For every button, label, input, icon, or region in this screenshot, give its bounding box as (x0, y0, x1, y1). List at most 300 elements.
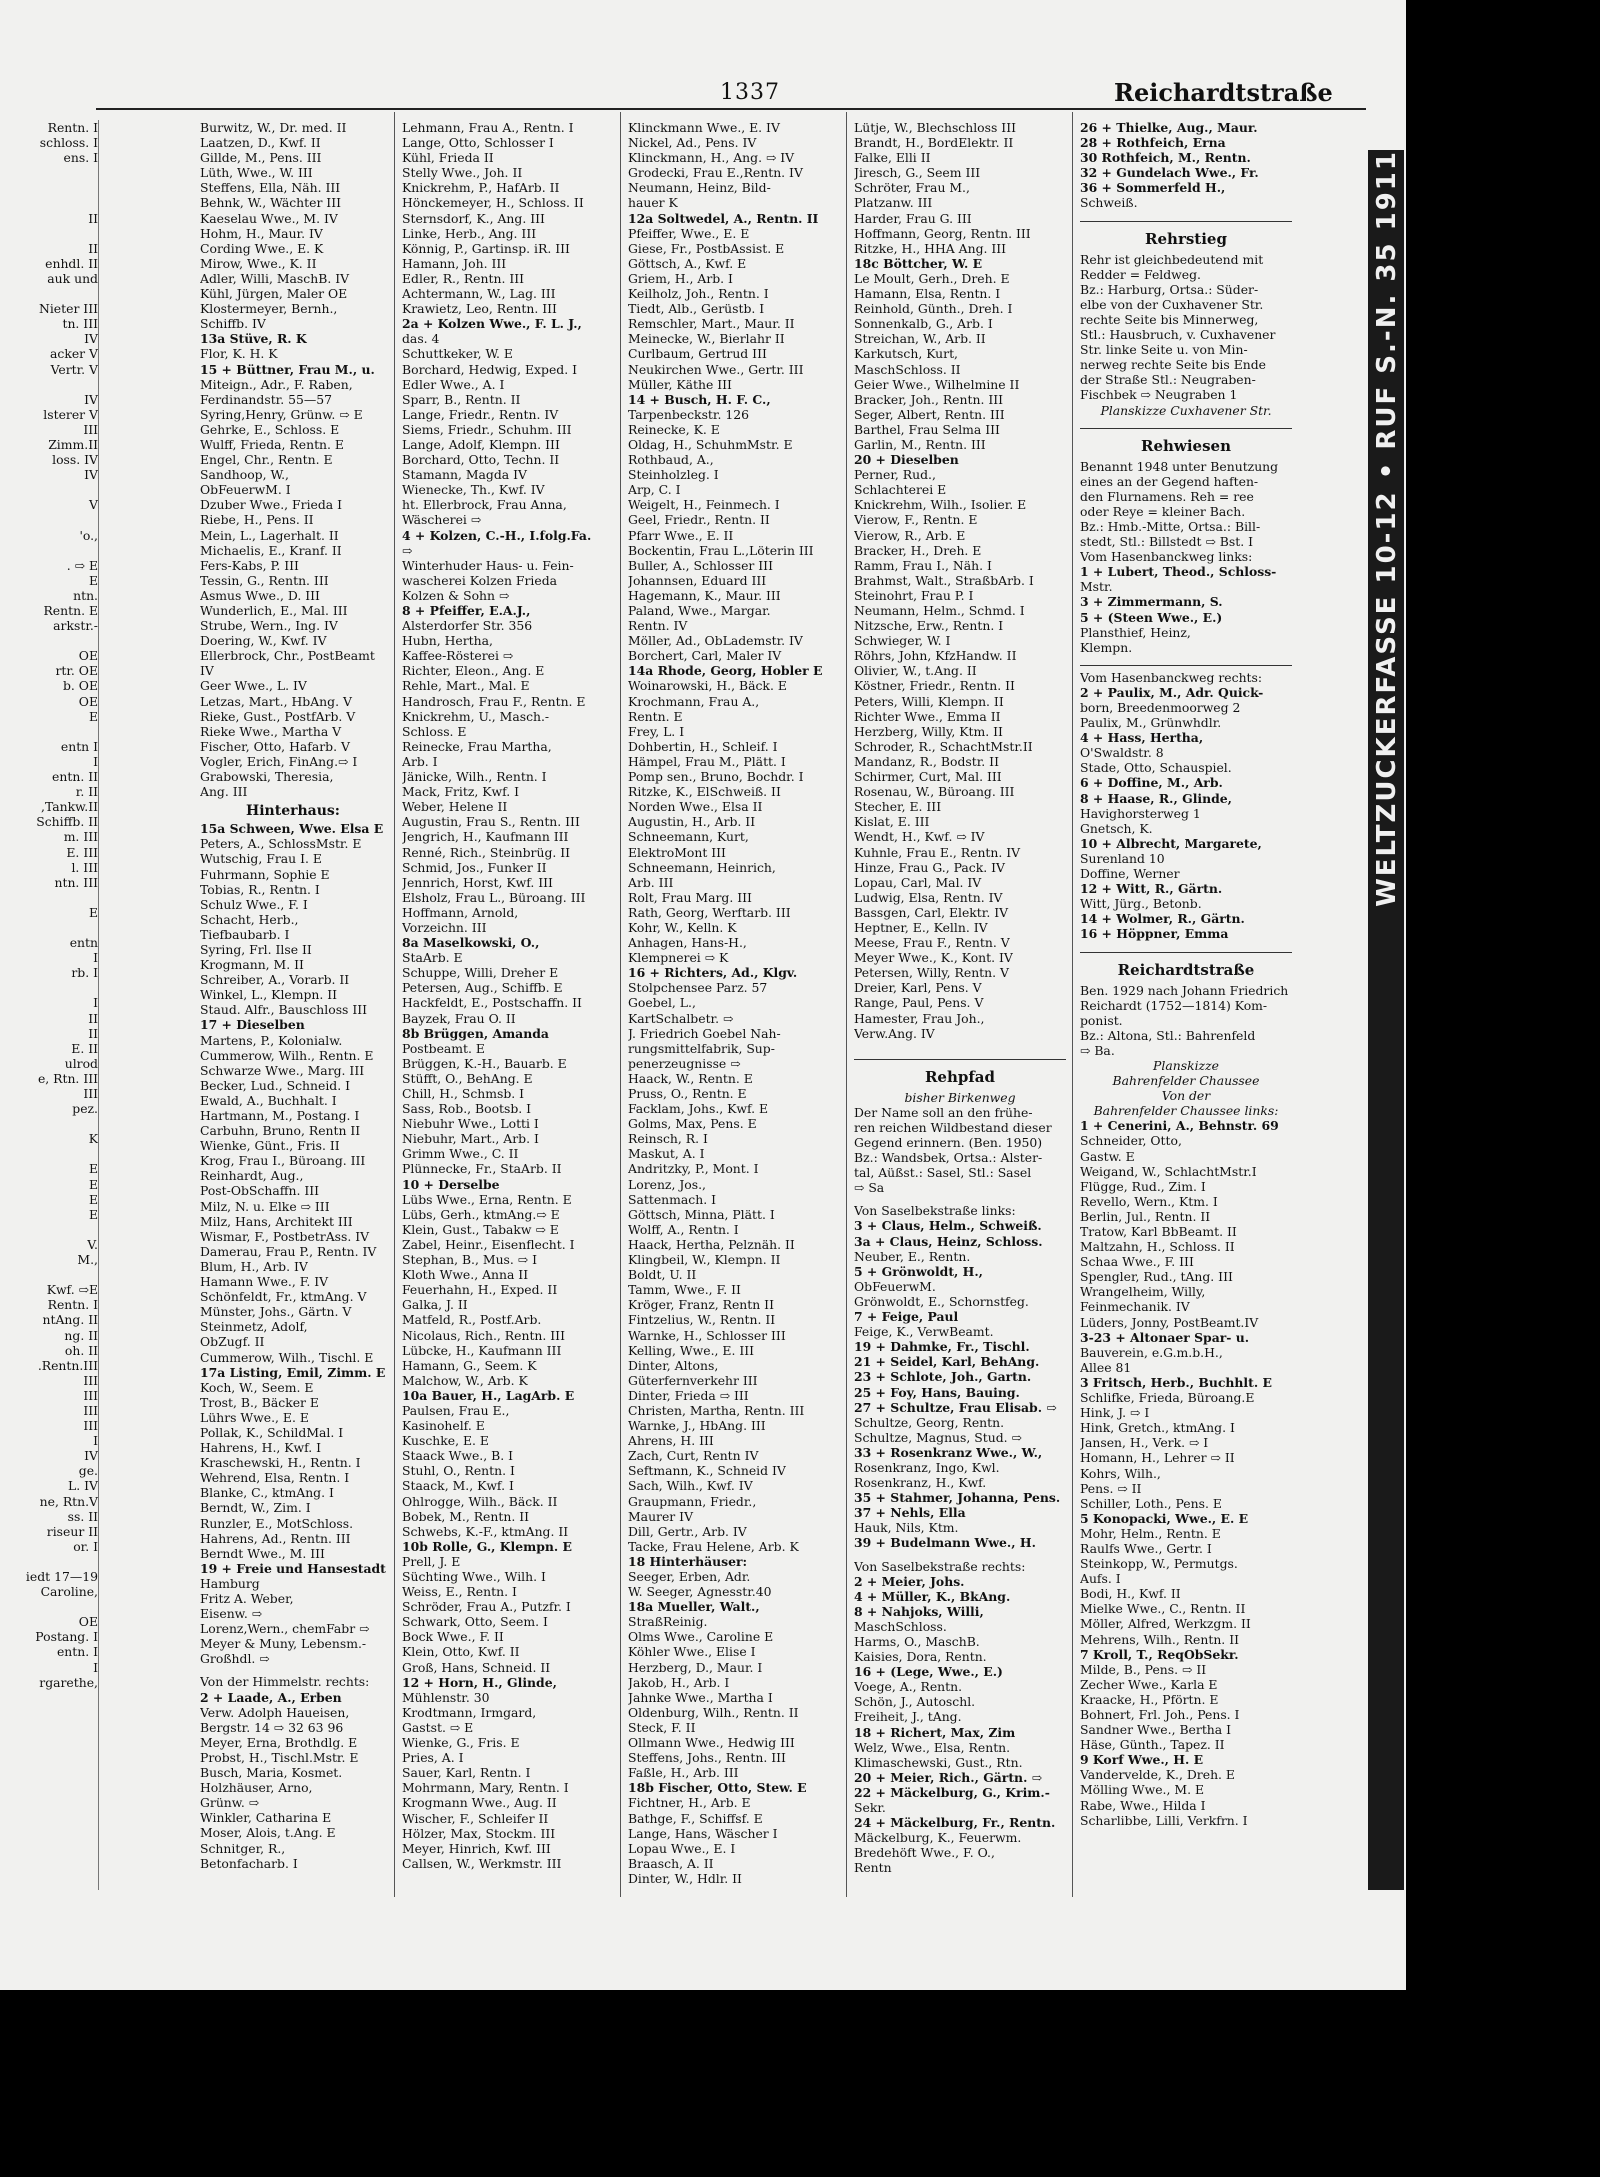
house-entry: 16 + (Lege, Wwe., E.) (854, 1664, 1003, 1680)
resident-entry: Dinter, Frieda ⇨ III (628, 1387, 749, 1403)
resident-entry: Rolt, Frau Marg. III (628, 889, 752, 905)
resident-entry: Staud. Alfr., Bauschloss III (200, 1002, 368, 1018)
left-strip-line: acker V (50, 346, 98, 362)
resident-entry: Linke, Herb., Ang. III (402, 225, 537, 241)
resident-entry: Steinkopp, W., Permutgs. (1080, 1556, 1238, 1572)
resident-entry: Schweiß. (1080, 195, 1138, 211)
resident-entry: Facklam, Johs., Kwf. E (628, 1101, 769, 1117)
resident-entry: Warnke, J., HbAng. III (628, 1418, 766, 1434)
house-entry: 1 + Cenerini, A., Behnstr. 69 (1080, 1118, 1279, 1134)
resident-entry: Vogler, Erich, FinAng.⇨ I (200, 753, 358, 769)
resident-entry: Borchard, Otto, Techn. II (402, 452, 560, 468)
resident-entry: Klein, Gust., Tabakw ⇨ E (402, 1221, 559, 1237)
resident-entry: Pens. ⇨ II (1080, 1480, 1142, 1496)
resident-entry: Ben. 1929 nach Johann Friedrich (1080, 982, 1289, 998)
left-strip-line: schloss. I (39, 135, 98, 151)
resident-entry: Von Saselbekstraße rechts: (854, 1558, 1026, 1574)
resident-entry: Kislat, E. III (854, 814, 930, 830)
house-entry: 14 + Busch, H. F. C., (628, 391, 771, 407)
house-entry: 3a + Claus, Heinz, Schloss. (854, 1233, 1043, 1249)
resident-entry: Schroder, R., SchachtMstr.II (854, 738, 1033, 754)
resident-entry: Zabel, Heinr., Eisenflecht. I (402, 1236, 575, 1252)
resident-entry: Stecher, E. III (854, 799, 942, 815)
resident-entry: Schneemann, Heinrich, (628, 859, 776, 875)
resident-entry: Rehle, Mart., Mal. E (402, 678, 530, 694)
resident-entry: Lorenz,Wern., chemFabr ⇨ (200, 1621, 370, 1637)
resident-entry: Hamann Wwe., F. IV (200, 1274, 329, 1290)
left-strip-line: II (88, 240, 98, 256)
house-entry: 6 + Doffine, M., Arb. (1080, 775, 1223, 791)
resident-entry: J. Friedrich Goebel Nah- (628, 1025, 781, 1041)
resident-entry: Herzberg, Willy, Ktm. II (854, 723, 1003, 739)
house-entry: 18 Hinterhäuser: (628, 1553, 748, 1569)
resident-entry: Fers-Kabs, P. III (200, 557, 299, 573)
resident-entry: Galka, J. II (402, 1297, 468, 1313)
resident-entry: Möller, Alfred, Werkzgm. II (1080, 1616, 1251, 1632)
house-entry: 10 + Derselbe (402, 1176, 500, 1192)
resident-entry: Maurer IV (628, 1508, 694, 1524)
resident-entry: Remschler, Mart., Maur. II (628, 316, 795, 332)
resident-entry: Steinholzleg. I (628, 467, 719, 483)
resident-entry: Tiefbaubarb. I (200, 926, 290, 942)
resident-entry: Hink, Gretch., ktmAng. I (1080, 1420, 1235, 1436)
resident-entry: Grünw. ⇨ (200, 1795, 260, 1811)
resident-entry: Kolzen & Sohn ⇨ (402, 587, 510, 603)
resident-entry: O'Swaldstr. 8 (1080, 745, 1164, 761)
house-entry: 10b Rolle, G., Klempn. E (402, 1538, 573, 1554)
resident-entry: Elsholz, Frau L., Büroang. III (402, 889, 586, 905)
left-strip-line: Kwf. ⇨E (46, 1282, 98, 1298)
resident-entry: Lüders, Jonny, PostBeamt.IV (1080, 1314, 1259, 1330)
resident-entry: Von Saselbekstraße links: (854, 1203, 1016, 1219)
house-entry: 3 Fritsch, Herb., Buchhlt. E (1080, 1374, 1272, 1390)
resident-entry: Mohrmann, Mary, Rentn. I (402, 1780, 569, 1796)
left-strip-line: entn (69, 935, 98, 951)
resident-entry: Krochmann, Frau A., (628, 693, 760, 709)
left-strip-line: e, Rtn. III (37, 1070, 98, 1086)
resident-entry: Winkel, L., Klempn. II (200, 987, 338, 1003)
resident-entry: Meese, Frau F., Rentn. V (854, 935, 1010, 951)
resident-entry: Neukirchen Wwe., Gertr. III (628, 361, 804, 377)
house-entry: 16 + Höppner, Emma (1080, 926, 1229, 942)
left-strip-line: E (88, 1206, 98, 1222)
column-divider (394, 112, 395, 1897)
resident-entry: Callsen, W., Werkmstr. III (402, 1855, 562, 1871)
left-strip-line: III (83, 421, 98, 437)
resident-entry: Augustin, H., Arb. II (628, 814, 756, 830)
resident-entry: Kloth Wwe., Anna II (402, 1267, 529, 1283)
resident-entry: Maltzahn, H., Schloss. II (1080, 1239, 1235, 1255)
resident-entry: Wehrend, Elsa, Rentn. I (200, 1470, 350, 1486)
resident-entry: Wäscherei ⇨ (402, 512, 482, 528)
resident-entry: Neuber, E., Rentn. (854, 1248, 971, 1264)
resident-entry: Gastw. E (1080, 1148, 1135, 1164)
left-strip-line: III (83, 1387, 98, 1403)
resident-entry: Wolff, A., Rentn. I (628, 1221, 739, 1237)
resident-entry: Pries, A. I (402, 1750, 464, 1766)
resident-entry: Schwark, Otto, Seem. I (402, 1614, 548, 1630)
resident-entry: Schwarze Wwe., Marg. III (200, 1062, 365, 1078)
resident-entry: ⇨ Sa (854, 1180, 885, 1196)
resident-entry: Witt, Jürg., Betonb. (1080, 896, 1202, 912)
left-strip-line: III (83, 1418, 98, 1434)
resident-entry: Groß, Hans, Schneid. II (402, 1659, 551, 1675)
left-strip-line: 'o., (79, 527, 98, 543)
resident-entry: Schirmer, Curt, Mal. III (854, 769, 1002, 785)
resident-entry: Aufs. I (1080, 1571, 1121, 1587)
resident-entry: Laatzen, D., Kwf. II (200, 135, 321, 151)
resident-entry: Warnke, H., Schlosser III (628, 1327, 786, 1343)
resident-entry: Mirow, Wwe., K. II (200, 255, 317, 271)
left-strip-line: m. III (63, 829, 98, 845)
section-rule (1080, 211, 1292, 222)
directory-column-1 (200, 120, 386, 1890)
resident-entry: ht. Ellerbrock, Frau Anna, (402, 497, 567, 513)
resident-entry: Krawietz, Leo, Rentn. III (402, 301, 557, 317)
resident-entry: Lübs Wwe., Erna, Rentn. E (402, 1191, 572, 1207)
running-title: Reichardtstraße (1114, 78, 1333, 107)
house-entry: 2 + Laade, A., Erben (200, 1689, 342, 1705)
resident-entry: Mstr. (1080, 579, 1113, 595)
resident-entry: Siems, Friedr., Schuhm. III (402, 421, 572, 437)
resident-entry: Stephan, B., Mus. ⇨ I (402, 1252, 537, 1268)
resident-entry: Paulsen, Frau E., (402, 1402, 510, 1418)
resident-entry: Mölling Wwe., M. E (1080, 1782, 1204, 1798)
resident-entry: Sandner Wwe., Bertha I (1080, 1722, 1231, 1738)
resident-entry: Winterhuder Haus- u. Fein- (402, 557, 574, 573)
resident-entry: Wutschig, Frau I. E (200, 851, 322, 867)
resident-entry: Steffens, Johs., Rentn. III (628, 1750, 786, 1766)
resident-entry: Borchard, Hedwig, Exped. I (402, 361, 577, 377)
resident-entry: Doffine, Werner (1080, 866, 1180, 882)
resident-entry: Hönckemeyer, H., Schloss. II (402, 195, 584, 211)
resident-entry: Schröter, Frau M., (854, 180, 970, 196)
left-strip-line (0, 633, 98, 648)
resident-entry: Raulfs Wwe., Gertr. I (1080, 1540, 1212, 1556)
left-strip-line: r. II (75, 784, 98, 800)
resident-entry: Perner, Rud., (854, 467, 936, 483)
left-strip-line: E. III (66, 844, 98, 860)
resident-entry: rungsmittelfabrik, Sup- (628, 1040, 775, 1056)
house-entry: 36 + Sommerfeld H., (1080, 180, 1226, 196)
resident-entry: tal, Aüßst.: Sasel, Stl.: Sasel (854, 1165, 1032, 1181)
resident-entry: stedt, Stl.: Billstedt ⇨ Bst. I (1080, 534, 1253, 550)
house-entry: 4 + Müller, K., BkAng. (854, 1588, 1011, 1604)
resident-entry: Reinhardt, Aug., (200, 1168, 304, 1184)
resident-entry: Lange, Otto, Schlosser I (402, 135, 554, 151)
resident-entry: Blum, H., Arb. IV (200, 1258, 308, 1274)
resident-entry: Lüth, Wwe., W. III (200, 165, 313, 181)
resident-entry: Ritzke, H., HHA Ang. III (854, 240, 1007, 256)
resident-entry: Grodecki, Frau E.,Rentn. IV (628, 165, 803, 181)
resident-entry: Rentn. E (628, 708, 683, 724)
house-entry: 22 + Mäckelburg, G., Krim.- (854, 1784, 1050, 1800)
left-strip-line: auk und (47, 270, 98, 286)
house-entry: 5 Konopacki, Wwe., E. E (1080, 1510, 1249, 1526)
house-entry: 17a Listing, Emil, Zimm. E (200, 1364, 386, 1380)
left-strip-line (0, 377, 98, 392)
resident-entry: Schlachterei E (854, 482, 947, 498)
resident-entry: Jengrich, H., Kaufmann III (402, 829, 569, 845)
resident-entry: Reinecke, K. E (628, 421, 720, 437)
resident-entry: Adler, Willi, MaschB. IV (200, 270, 350, 286)
resident-entry: Pruss, O., Rentn. E (628, 1086, 747, 1101)
left-strip-line: L. IV (68, 1478, 98, 1494)
resident-entry: Schnitger, R., (200, 1840, 286, 1856)
direction-note: Bahrenfelder Chaussee links: (1093, 1103, 1279, 1119)
resident-entry: Könnig, P., Gartinsp. iR. III (402, 240, 570, 256)
resident-entry: Schultze, Georg, Rentn. (854, 1414, 1005, 1430)
resident-entry: Zecher Wwe., Karla E (1080, 1676, 1218, 1692)
resident-entry: Kuschke, E. E (402, 1433, 489, 1449)
resident-entry: Wrangelheim, Willy, (1080, 1284, 1206, 1300)
resident-entry: Reichardt (1752—1814) Kom- (1080, 997, 1268, 1013)
column-divider (846, 112, 847, 1897)
resident-entry: KartSchalbetr. ⇨ (628, 1010, 734, 1026)
left-strip-line: Nieter III (39, 301, 98, 317)
resident-entry: Niebuhr Wwe., Lotti I (402, 1116, 539, 1132)
resident-entry: Krog, Frau I., Büroang. III (200, 1153, 366, 1169)
resident-entry: Maskut, A. I (628, 1146, 705, 1162)
resident-entry: Brüggen, K.-H., Bauarb. E (402, 1055, 567, 1071)
left-strip-line: Rentn. I (47, 1297, 98, 1313)
left-strip-line: V (89, 497, 98, 513)
resident-entry: Schloss. E (402, 723, 467, 739)
house-entry: 32 + Gundelach Wwe., Fr. (1080, 165, 1259, 181)
resident-entry: Schwebs, K.-F., ktmAng. II (402, 1523, 569, 1539)
resident-entry: Tarpenbeckstr. 126 (628, 406, 749, 422)
resident-entry: Sattenmach. I (628, 1191, 716, 1207)
house-entry: 9 Korf Wwe., H. E (1080, 1752, 1204, 1768)
left-strip-line: I (93, 1433, 98, 1449)
resident-entry: Rothbaud, A., (628, 452, 714, 468)
resident-entry: Kasinohelf. E (402, 1418, 485, 1434)
house-entry: 15 + Büttner, Frau M., u. (200, 361, 375, 377)
resident-entry: Göttsch, Minna, Plätt. I (628, 1206, 775, 1222)
resident-entry: Ramm, Frau I., Näh. I (854, 557, 992, 573)
resident-entry: Petersen, Willy, Rentn. V (854, 965, 1009, 981)
resident-entry: Von der Himmelstr. rechts: (200, 1674, 370, 1690)
left-strip-line: ,Tankw.II (41, 799, 98, 815)
resident-entry: Wunderlich, E., Mal. III (200, 603, 348, 618)
house-entry: 3 + Zimmermann, S. (1080, 594, 1223, 610)
house-entry: 5 + Grönwoldt, H., (854, 1263, 984, 1279)
resident-entry: MaschSchloss. II (854, 361, 961, 377)
resident-entry: Woinarowski, H., Bäck. E (628, 678, 787, 694)
resident-entry: Gnetsch, K. (1080, 820, 1153, 836)
resident-entry: Bredehöft Wwe., F. O., (854, 1845, 995, 1861)
resident-entry: Nickel, Ad., Pens. IV (628, 135, 757, 151)
resident-entry: Klostermeyer, Bernh., (200, 301, 338, 317)
street-note: Planskizze (1153, 1057, 1219, 1073)
resident-entry: Güterfernverkehr III (628, 1372, 758, 1388)
resident-entry: Lorenz, Jos., (628, 1176, 706, 1192)
resident-entry: Kaffee-Rösterei ⇨ (402, 648, 514, 664)
left-strip-line: II (88, 1010, 98, 1026)
page-number: 1337 (720, 80, 780, 105)
scan-background (0, 1990, 1600, 2177)
street-heading: Rehrstieg (1145, 229, 1227, 248)
resident-entry: Hagemann, K., Maur. III (628, 587, 781, 603)
resident-entry: Kohr, W., Kelln. K (628, 919, 737, 935)
house-entry: 27 + Schultze, Frau Elisab. ⇨ (854, 1399, 1057, 1415)
house-entry: 4 + Kolzen, C.-H., I.folg.Fa. (402, 527, 592, 543)
left-strip-line: l. III (71, 859, 98, 875)
left-strip-line: IV (84, 1448, 98, 1464)
resident-entry: Meyer Wwe., K., Kont. IV (854, 950, 1013, 966)
resident-entry: Berlin, Jul., Rentn. II (1080, 1208, 1211, 1224)
resident-entry: Herzberg, D., Maur. I (628, 1659, 763, 1675)
resident-entry: Range, Paul, Pens. V (854, 995, 984, 1011)
resident-entry: Rath, Georg, Werftarb. III (628, 904, 791, 920)
resident-entry: oder Reye = kleiner Bach. (1080, 503, 1246, 519)
resident-entry: nerweg rechte Seite bis Ende (1080, 357, 1266, 373)
resident-entry: Letzas, Mart., HbAng. V (200, 693, 352, 709)
house-entry: 18 + Richert, Max, Zim (854, 1724, 1016, 1740)
resident-entry: Post-ObSchaffn. III (200, 1183, 320, 1199)
section-rule (1080, 655, 1292, 666)
resident-entry: Vierow, F., Rentn. E (854, 512, 978, 528)
resident-entry: Wienke, Günt., Fris. II (200, 1138, 340, 1154)
resident-entry: Schlifke, Frieda, Büroang.E (1080, 1390, 1255, 1406)
left-strip-line: arkstr.- (53, 618, 98, 634)
left-strip-line: OE (78, 693, 98, 709)
resident-entry: Nitzsche, Erw., Rentn. I (854, 618, 1004, 634)
resident-entry: Cummerow, Wilh., Tischl. E (200, 1349, 374, 1365)
resident-entry: Stamann, Magda IV (402, 467, 527, 483)
resident-entry: Kröger, Franz, Rentn II (628, 1297, 774, 1313)
resident-entry: Bracker, H., Dreh. E (854, 542, 982, 558)
resident-entry: Allee 81 (1080, 1359, 1132, 1375)
left-strip-line (0, 512, 98, 527)
left-strip-line: Rentn. E (43, 603, 98, 618)
resident-entry: Damerau, Frau P., Rentn. IV (200, 1243, 377, 1259)
left-strip-line (0, 226, 98, 241)
resident-entry: Matfeld, R., Postf.Arb. (402, 1312, 542, 1328)
resident-entry: Griem, H., Arb. I (628, 270, 733, 286)
house-entry: 39 + Budelmann Wwe., H. (854, 1535, 1036, 1551)
spacer (200, 1666, 386, 1674)
street-heading: Rehwiesen (1141, 436, 1231, 455)
resident-entry: Krodtmann, Irmgard, (402, 1704, 537, 1720)
left-strip-line (0, 920, 98, 935)
resident-entry: Stl.: Hausbruch, v. Cuxhavener (1080, 327, 1276, 343)
resident-entry: Brahmst, Walt., StraßbArb. I (854, 572, 1034, 588)
left-strip-line: ge. (78, 1463, 98, 1479)
house-entry: 30 Rothfeich, M., Rentn. (1080, 150, 1251, 166)
resident-entry: Milz, N. u. Elke ⇨ III (200, 1198, 330, 1214)
resident-entry: Pfeiffer, Wwe., E. E (628, 225, 750, 241)
resident-entry: Hamann, G., Seem. K (402, 1357, 537, 1373)
left-strip-line: I (93, 753, 98, 769)
house-entry: 1 + Lubert, Theod., Schloss- (1080, 564, 1277, 580)
resident-entry: Bayzek, Frau O. II (402, 1010, 516, 1026)
house-entry: 2a + Kolzen Wwe., F. L. J., (402, 316, 582, 332)
left-strip-line: ulrod (64, 1055, 98, 1071)
resident-entry: Fritz A. Weber, (200, 1591, 294, 1606)
house-entry: 25 + Foy, Hans, Bauing. (854, 1384, 1020, 1400)
left-strip-line: III (83, 1402, 98, 1418)
left-strip-line: III (83, 1086, 98, 1101)
resident-entry: Wischer, F., Schleifer II (402, 1810, 549, 1826)
spacer (854, 1195, 1066, 1203)
resident-entry: Dreier, Karl, Pens. V (854, 980, 982, 996)
resident-entry: Martens, P., Kolonialw. (200, 1032, 343, 1048)
house-entry: 18a Mueller, Walt., (628, 1599, 760, 1615)
house-entry: 37 + Nehls, Ella (854, 1505, 966, 1521)
resident-entry: Wismar, F., PostbetrAss. IV (200, 1228, 370, 1244)
resident-entry: Sekr. (854, 1800, 886, 1816)
resident-entry: Lange, Adolf, Klempn. III (402, 436, 560, 452)
resident-entry: Klimaschewski, Gust., Rtn. (854, 1754, 1023, 1770)
left-strip-line: E (88, 1161, 98, 1177)
house-entry: 14 + Wolmer, R., Gärtn. (1080, 911, 1245, 927)
resident-entry: Kraschewski, H., Rentn. I (200, 1455, 361, 1471)
street-note: Bahrenfelder Chaussee (1112, 1073, 1260, 1089)
resident-entry: Carbuhn, Bruno, Rentn II (200, 1123, 361, 1139)
resident-entry: Schiller, Loth., Pens. E (1080, 1495, 1222, 1511)
resident-entry: Berndt Wwe., M. III (200, 1545, 325, 1561)
resident-entry: Plünnecke, Fr., StaArb. II (402, 1161, 562, 1177)
house-entry: 33 + Rosenkranz Wwe., W., (854, 1444, 1043, 1460)
resident-entry: Hamester, Frau Joh., (854, 1010, 985, 1026)
resident-entry: Barthel, Frau Selma III (854, 421, 1000, 437)
resident-entry: Ellerbrock, Chr., PostBeamt (200, 648, 375, 664)
resident-entry: penerzeugnisse ⇨ (628, 1055, 741, 1071)
resident-entry: Achtermann, W., Lag. III (402, 286, 556, 302)
left-strip-line: M., (77, 1252, 98, 1268)
resident-entry: Hinze, Frau G., Pack. IV (854, 859, 1005, 875)
resident-entry: Arb. I (402, 753, 438, 769)
resident-entry: Str. linke Seite u. von Min- (1080, 342, 1248, 358)
left-strip-line (0, 1116, 98, 1131)
resident-entry: Becker, Lud., Schneid. I (200, 1077, 350, 1093)
resident-entry: den Flurnamens. Reh = ree (1080, 488, 1254, 504)
resident-entry: Zach, Curt, Rentn IV (628, 1448, 759, 1464)
resident-entry: Geel, Friedr., Rentn. II (628, 512, 770, 528)
resident-entry: Nicolaus, Rich., Rentn. III (402, 1327, 565, 1343)
resident-entry: Hamburg (200, 1575, 260, 1591)
house-entry: 20 + Meier, Rich., Gärtn. ⇨ (854, 1769, 1043, 1785)
resident-entry: Probst, H., Tischl.Mstr. E (200, 1749, 359, 1765)
resident-entry: Kühl, Jürgen, Maler OE (200, 286, 348, 302)
resident-entry: Rosenkranz, Ingo, Kwl. (854, 1459, 1000, 1475)
resident-entry: Frey, L. I (628, 723, 685, 739)
house-entry: 10a Bauer, H., LagArb. E (402, 1387, 575, 1403)
resident-entry: Lange, Friedr., Rentn. IV (402, 406, 559, 422)
resident-entry: Arp, C. I (628, 482, 681, 498)
resident-entry: Olivier, W., t.Ang. II (854, 663, 977, 679)
resident-entry: das. 4 (402, 331, 440, 347)
house-entry: 17 + Dieselben (200, 1017, 305, 1033)
resident-entry: Prell, J. E (402, 1553, 461, 1569)
left-strip-line: loss. IV (52, 452, 98, 468)
resident-entry: Berndt, W., Zim. I (200, 1500, 311, 1516)
resident-entry: Tiedt, Alb., Gerüstb. I (628, 301, 765, 317)
resident-entry: ren reichen Wildbestand dieser (854, 1119, 1052, 1135)
resident-entry: Faßle, H., Arb. III (628, 1765, 739, 1781)
resident-entry: Benannt 1948 unter Benutzung (1080, 458, 1279, 474)
house-entry: 8 + Nahjoks, Willi, (854, 1603, 984, 1619)
resident-entry: Hahrens, Ad., Rentn. III (200, 1530, 351, 1546)
resident-entry: hauer K (628, 195, 678, 211)
resident-entry: Weigand, W., SchlachtMstr.I (1080, 1163, 1257, 1179)
left-strip-line (0, 1554, 98, 1569)
resident-entry: Klempnerei ⇨ K (628, 950, 729, 966)
resident-entry: W. Seeger, Agnesstr.40 (628, 1584, 772, 1600)
resident-entry: Schacht, Herb., (200, 911, 299, 927)
resident-entry: Sass, Rob., Bootsb. I (402, 1101, 532, 1117)
